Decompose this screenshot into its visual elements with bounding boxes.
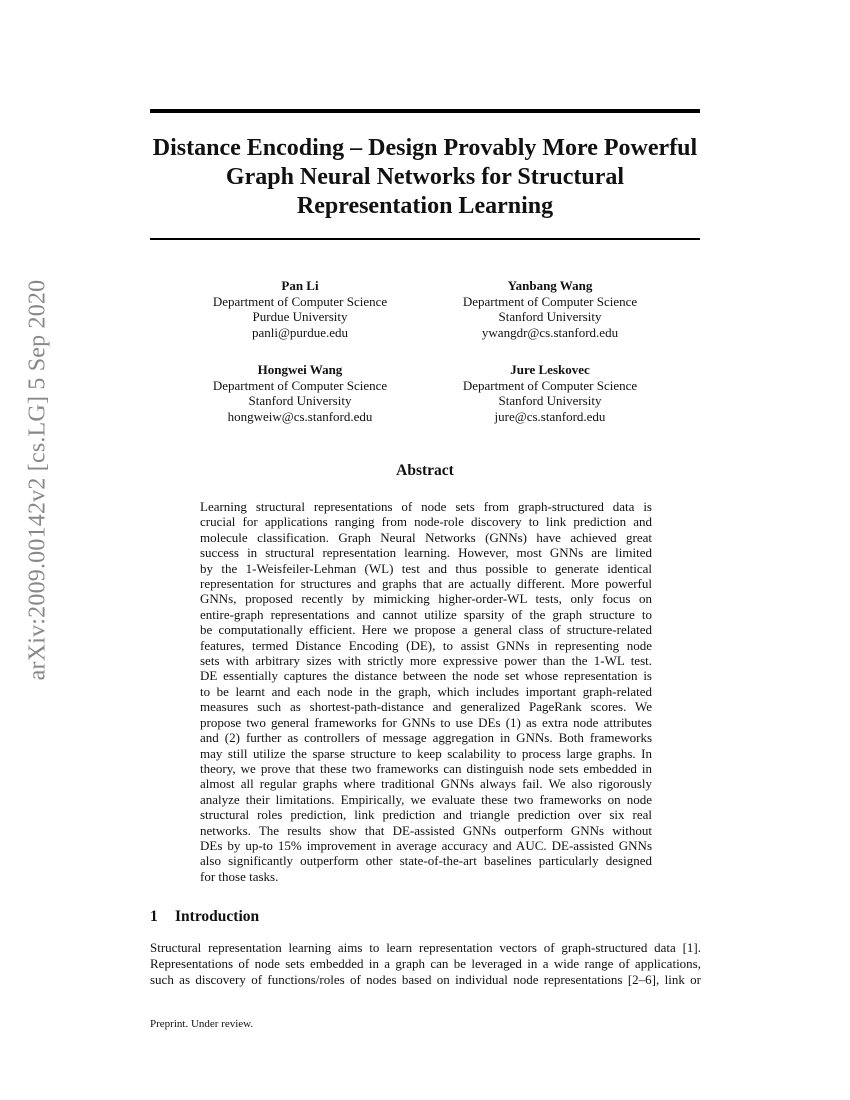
footer-note: Preprint. Under review.	[150, 1018, 254, 1030]
intro-line: Representations of node sets embedded in a graph can be leveraged in a wide range of applications,	[150, 956, 701, 971]
abstract-line: theory, we prove that these two frameworks can distinguish node sets embedded in	[200, 760, 652, 776]
abstract-line: by the 1-Weisfeiler-Lehman (WL) test and thus possible to generate identical	[200, 560, 652, 576]
abstract-line: measures such as shortest-path-distance and generalized PageRank scores. We	[200, 699, 652, 715]
section-heading	[150, 908, 450, 926]
title-line: Distance Encoding – Design Provably More Powerful	[152, 135, 698, 161]
author-block	[170, 362, 430, 424]
intro-line: such as discovery of functions/roles of nodes based on individual node representations [2–6], link or	[150, 972, 701, 987]
author-affiliation: Stanford University	[498, 309, 602, 324]
author-email: hongweiw@cs.stanford.edu	[227, 408, 373, 424]
abstract-line: success in structural representation learning. However, most GNNs are limited	[200, 545, 652, 561]
author-affiliation: Purdue University	[252, 309, 348, 324]
abstract-line: propose two general frameworks for GNNs to use DEs (1) as extra node attributes	[200, 714, 652, 730]
abstract-line: GNNs, proposed recently by mimicking higher-order-WL tests, only focus on	[200, 591, 652, 607]
abstract-line: be computationally efficient. Here we propose a general class of structure-related	[200, 622, 652, 638]
title-top-rule	[150, 109, 700, 113]
author-department: Department of Computer Science	[212, 377, 388, 393]
abstract-line: structural roles prediction, link prediction and triangle prediction over six real	[200, 807, 652, 823]
author-name: Yanbang Wang	[507, 278, 593, 293]
arxiv-stamp-text: arXiv:2009.00142v2 [cs.LG] 5 Sep 2020	[24, 279, 51, 681]
abstract-line: crucial for applications ranging from node-role discovery to link prediction and	[200, 514, 652, 530]
author-block	[420, 362, 680, 424]
author-email: panli@purdue.edu	[251, 324, 349, 340]
abstract-line: DEs by up-to 15% improvement in average accuracy and AUC. DE-assisted GNNs	[200, 837, 652, 853]
author-name: Hongwei Wang	[257, 362, 343, 377]
abstract-line: networks. The results show that DE-assisted GNNs outperform GNNs without	[200, 822, 652, 838]
author-block	[170, 278, 430, 340]
abstract-line: representation for structures and graphs that are actually different. More powerful	[200, 576, 652, 592]
author-department: Department of Computer Science	[462, 293, 638, 309]
abstract-line: and (2) further as controllers of message aggregation in GNNs. Both frameworks	[200, 730, 652, 746]
title-bottom-rule	[150, 238, 700, 240]
author-email: jure@cs.stanford.edu	[494, 408, 606, 424]
abstract-body	[200, 499, 652, 884]
abstract-line: may still utilize the sparse structure to keep scalability to process large graphs. In	[200, 745, 652, 761]
arxiv-stamp	[18, 279, 58, 681]
author-affiliation: Stanford University	[498, 393, 602, 408]
author-department: Department of Computer Science	[212, 293, 388, 309]
author-block	[420, 278, 680, 340]
intro-line: Structural representation learning aims to learn representation vectors of graph-structured data [1].	[150, 940, 701, 955]
abstract-line: entire-graph representations and cannot utilize sparsity of the graph structure to	[200, 606, 652, 622]
introduction-body	[150, 940, 701, 988]
author-affiliation: Stanford University	[248, 393, 352, 408]
paper-title	[150, 134, 700, 221]
abstract-line: to be learnt and each node in the graph, which includes important graph-related	[200, 683, 652, 699]
abstract-line: sets with arbitrary sizes with strictly more expressive power than the 1-WL test.	[200, 653, 652, 669]
title-line: Graph Neural Networks for Structural	[225, 164, 625, 190]
abstract-line: for those tasks.	[200, 868, 279, 884]
section-number: 1	[150, 908, 158, 925]
author-name: Pan Li	[281, 278, 319, 293]
author-department: Department of Computer Science	[462, 377, 638, 393]
abstract-line: analyze their limitations. Empirically, we evaluate these two frameworks on node	[200, 791, 652, 807]
section-title: Introduction	[175, 908, 260, 925]
abstract-line: molecule classification. Graph Neural Networks (GNNs) have achieved great	[200, 529, 652, 545]
abstract-line: features, termed Distance Encoding (DE), to assist GNNs in representing node	[200, 637, 652, 653]
author-name: Jure Leskovec	[510, 362, 590, 377]
author-email: ywangdr@cs.stanford.edu	[481, 324, 619, 340]
abstract-heading: Abstract	[396, 462, 454, 479]
abstract-line: Learning structural representations of node sets from graph-structured data is	[200, 499, 652, 514]
title-line: Representation Learning	[296, 193, 554, 219]
abstract-line: almost all regular graphs where traditional GNNs always fail. We also rigorously	[200, 776, 652, 792]
abstract-line: DE essentially captures the distance between the node set whose representation is	[200, 668, 652, 684]
abstract-line: also significantly outperform other state-of-the-art baselines particularly designed	[200, 853, 652, 869]
